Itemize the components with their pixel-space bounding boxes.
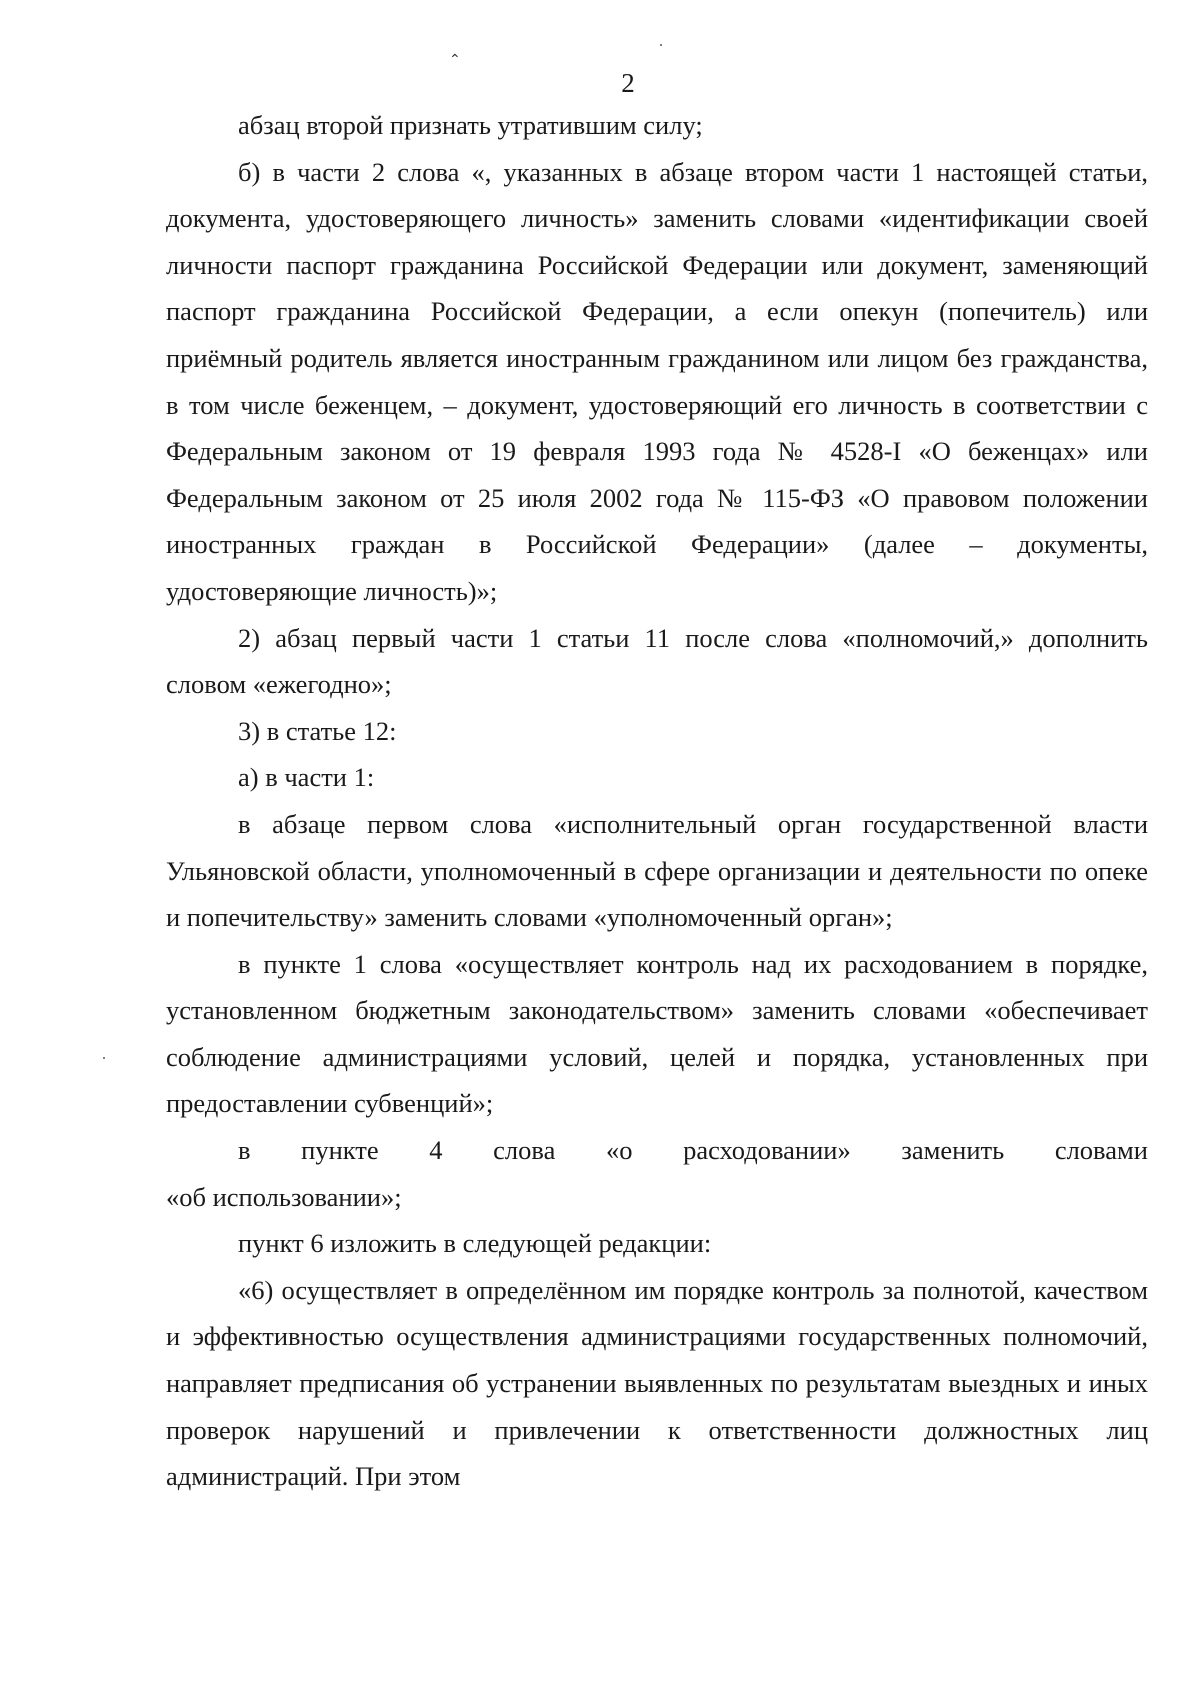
paragraph: 2) абзац первый части 1 статьи 11 после слова «полномочий,» дополнить словом «ежегодно»; [166,622,1148,700]
paragraph: «6) осуществляет в определённом им порядке контроль за полнотой, качеством и эффективностью осуществления администрациями государственных полномочий, направляет предписания об устранении выявленных по результатам выездных и иных проверок нарушений и привлечении к ответственности должностных лиц администраций. При этом [166,1274,1148,1492]
paragraph-spread-line [166,1127,1148,1174]
paragraph-continuation: «об использовании»; [166,1181,402,1212]
document-body [166,102,1148,1500]
page-number: 2 [621,68,635,98]
paragraph: пункт 6 изложить в следующей редакции: [238,1228,712,1259]
paragraph: абзац второй признать утратившим силу; [238,110,703,140]
scan-dot [103,1057,105,1059]
paragraph: 3) в статье 12: [238,715,397,746]
word: в [238,1135,251,1166]
word: слова [493,1135,556,1166]
word: заменить [901,1135,1005,1166]
word: словами [1054,1135,1148,1166]
paragraph: в абзаце первом слова «исполнительный орган государственной власти Ульяновской области, уполномоченный в сфере организации и деятельности по опеке и попечительству» заменить словами «уполномоченный орган»; [166,808,1148,933]
word: «о [605,1135,633,1166]
paragraph: в пункте 1 слова «осуществляет контроль над их расходованием в порядке, установленном бюджетным законодательством» заменить словами «обеспечивает соблюдение администрациями условий, целей и порядка, установленных при предоставлении субвенций»; [166,948,1148,1119]
scan-dot [660,44,662,46]
word: пункте [301,1135,379,1166]
word: расходовании» [683,1135,851,1166]
paragraph: б) в части 2 слова «, указанных в абзаце втором части 1 настоящей статьи, документа, удостоверяющего личность» заменить словами «идентификации своей личности паспорт гражданина Российской Федерации или документ, заменяющий паспорт гражданина Российской Федерации, а если опекун (попечитель) или приёмный родитель является иностранным гражданином или лицом без гражданства, в том числе беженцем, – документ, удостоверяющий его личность в соответствии с Федеральным законом от 19 февраля 1993 года № 4528-I «О беженцах» или Федеральным законом от 25 июля 2002 года № 115-ФЗ «О правовом положении иностранных граждан в Российской Федерации» (далее – документы, удостоверяющие личность)»; [166,156,1148,606]
scan-mark: ⌃ [449,53,461,68]
paragraph: а) в части 1: [238,762,375,793]
word: 4 [429,1135,443,1166]
